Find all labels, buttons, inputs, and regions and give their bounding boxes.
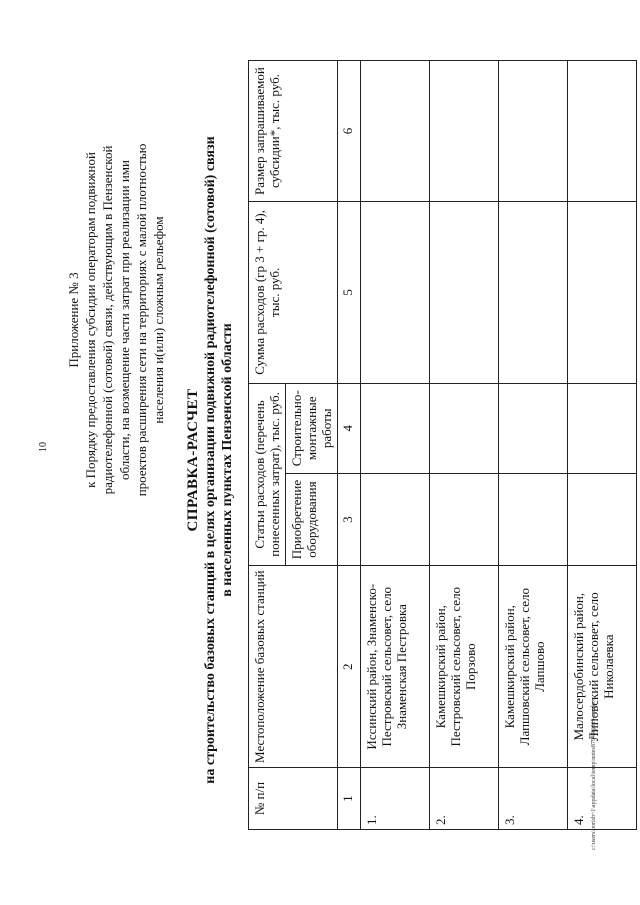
column-number: 5 <box>338 202 361 384</box>
appendix-line: проектов расширения сети на территориях с малой плотностью <box>134 143 149 497</box>
column-number: 1 <box>338 768 361 830</box>
column-number: 6 <box>338 61 361 202</box>
row-location: Малосердобинский район, Липовский сельсовет, село Николаевка <box>568 566 637 768</box>
row-location: Иссинский район, Знаменско-Пестровский сельсовет, село Знаменская Пестровка <box>361 566 430 768</box>
row-num: 2. <box>430 768 499 830</box>
page-number: 10 <box>38 442 49 452</box>
row-sum <box>499 202 568 384</box>
header-subsidy: Размер запрашиваемой субсидии*, тыс. руб. <box>249 61 338 202</box>
calculation-table <box>248 60 637 830</box>
row-num: 1. <box>361 768 430 830</box>
row-num: 4. <box>568 768 637 830</box>
table-row <box>499 61 568 830</box>
appendix-line: радиотелефонной (сотовой) связи, действующим в Пензенской <box>100 145 115 495</box>
row-location: Камешкирский район, Пестровский сельсовет, село Порзово <box>430 566 499 768</box>
table-header-row <box>249 61 286 830</box>
row-equipment <box>430 473 499 565</box>
table-row <box>568 61 637 830</box>
row-equipment <box>499 473 568 565</box>
document-heading <box>185 60 236 860</box>
row-construction <box>568 383 637 473</box>
footer-file-path: c:\users\borisb~1\appdata\local\temp\notes879448\315-nn.docx <box>591 697 597 850</box>
document-subtitle-line2: в населенных пунктах Пензенской области <box>220 323 235 597</box>
row-subsidy <box>361 61 430 202</box>
document-title: СПРАВКА-РАСЧЕТ <box>185 388 201 532</box>
column-number: 3 <box>338 473 361 565</box>
table-row <box>430 61 499 830</box>
header-num: № п/п <box>249 768 338 830</box>
column-number: 2 <box>338 566 361 768</box>
row-sum <box>361 202 430 384</box>
row-equipment <box>361 473 430 565</box>
table-row <box>361 61 430 830</box>
header-construction: Строительно-монтажные работы <box>286 383 338 473</box>
row-subsidy <box>568 61 637 202</box>
appendix-line: населения и(или) сложным рельефом <box>151 216 166 424</box>
column-number-row <box>338 61 361 830</box>
appendix-title: Приложение № 3 <box>66 272 81 368</box>
row-equipment <box>568 473 637 565</box>
row-location: Камешкирский район, Лапшовский сельсовет, село Лапшово <box>499 566 568 768</box>
header-location: Местоположение базовых станций <box>249 566 338 768</box>
header-expenses: Статьи расходов (перечень понесенных затрат), тыс. руб. <box>249 383 286 566</box>
column-number: 4 <box>338 383 361 473</box>
row-num: 3. <box>499 768 568 830</box>
header-equipment: Приобретение оборудования <box>286 473 338 565</box>
row-subsidy <box>499 61 568 202</box>
appendix-line: области, на возмещение части затрат при реализации ими <box>117 160 132 480</box>
row-subsidy <box>430 61 499 202</box>
row-construction <box>430 383 499 473</box>
row-sum <box>568 202 637 384</box>
header-sum: Сумма расходов (гр 3 + гр. 4), тыс. руб. <box>249 202 338 384</box>
appendix-block <box>65 110 167 530</box>
row-construction <box>361 383 430 473</box>
appendix-line: к Порядку предоставления субсидии операторам подвижной <box>83 152 98 488</box>
row-sum <box>430 202 499 384</box>
document-subtitle-line1: на строительство базовых станций в целях организации подвижной радиотелефонной (сотовой) связи <box>203 136 218 784</box>
row-construction <box>499 383 568 473</box>
